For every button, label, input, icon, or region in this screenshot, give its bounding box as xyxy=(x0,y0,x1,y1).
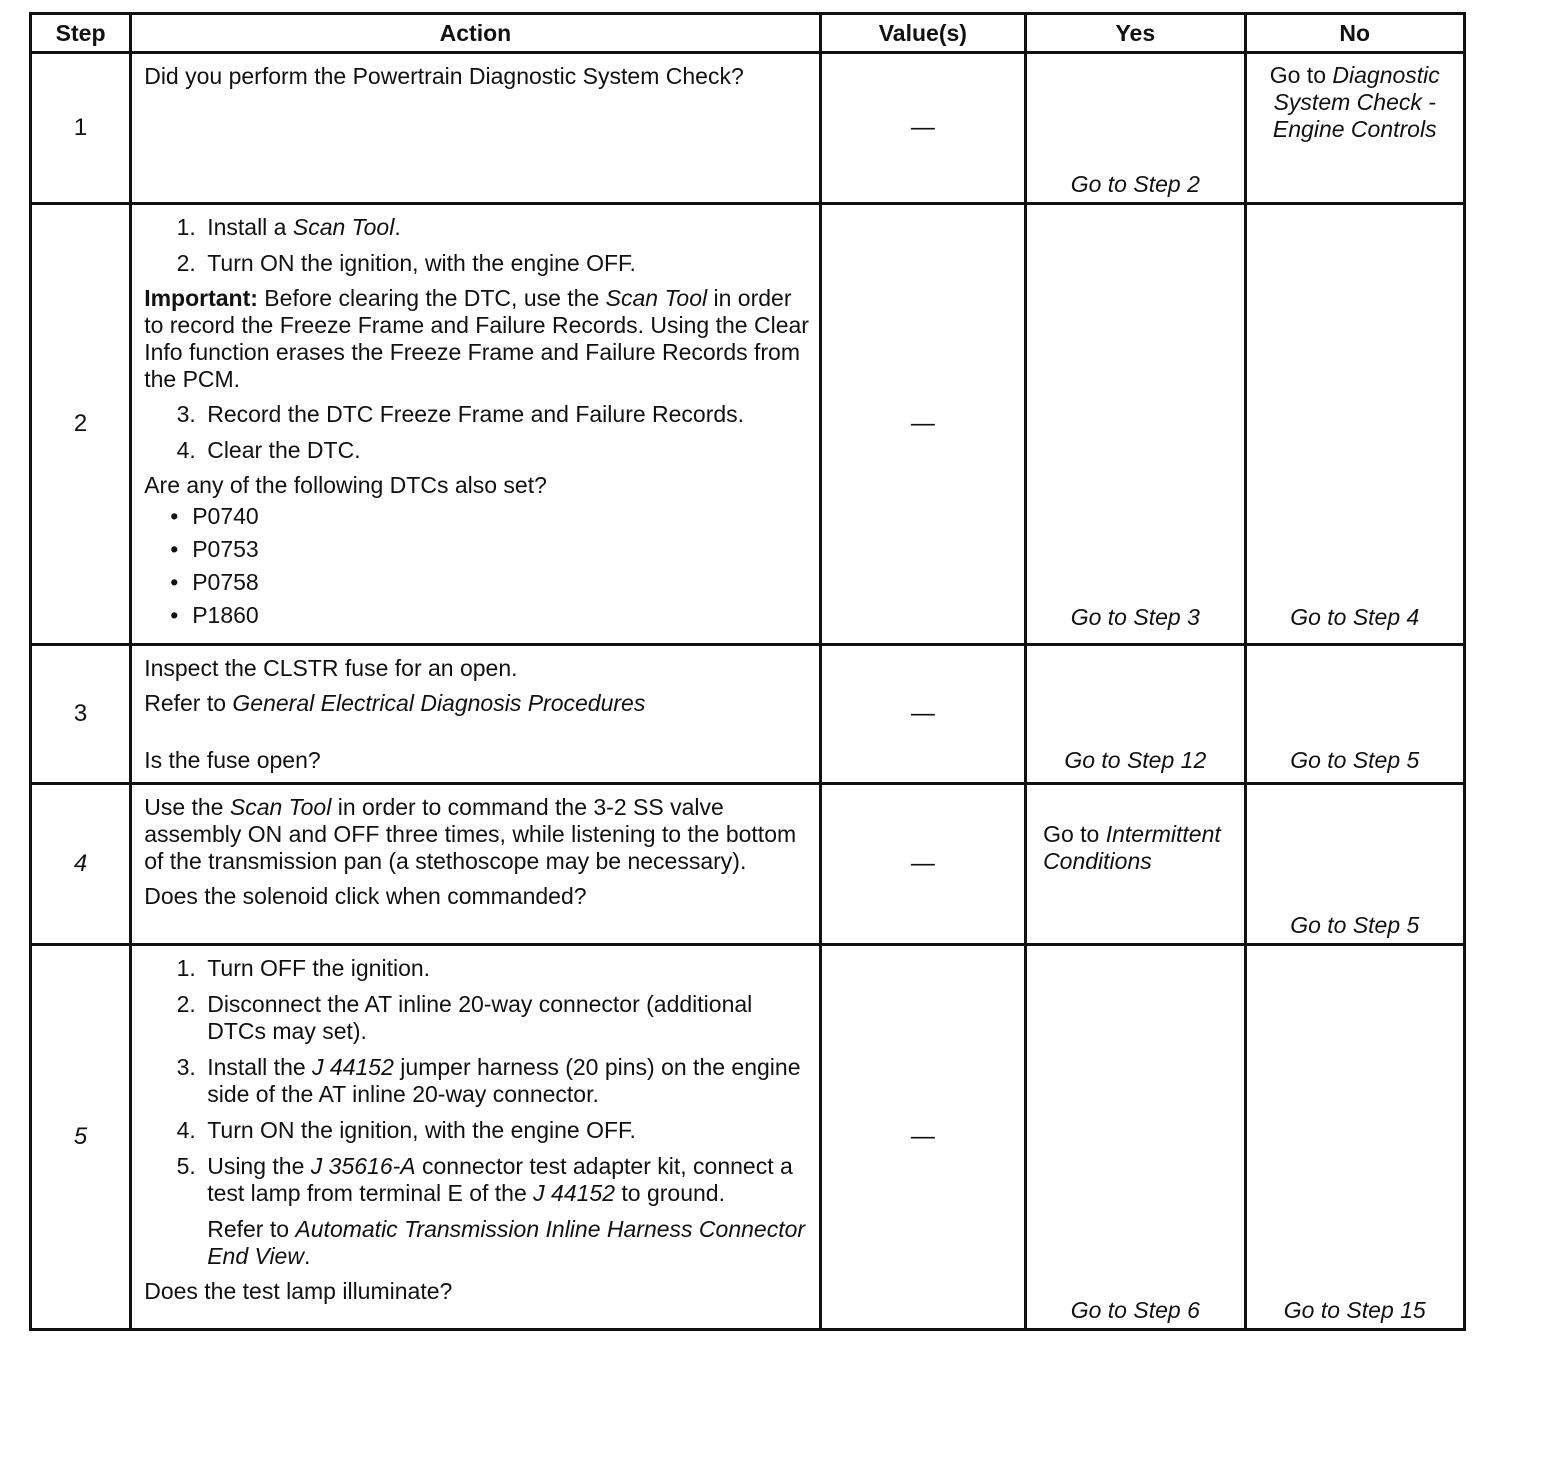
yes-goto[interactable]: Go to Step 6 xyxy=(1070,1297,1200,1323)
no-goto[interactable]: Go to Step 5 xyxy=(1290,912,1420,938)
no-cell xyxy=(1245,53,1464,204)
table-row-step-4 xyxy=(31,784,1465,945)
yes-cell xyxy=(1026,784,1245,945)
no-goto[interactable]: Go to Step 4 xyxy=(1290,604,1420,630)
header-yes: Yes xyxy=(1026,14,1245,53)
table-row-step-2 xyxy=(31,204,1465,645)
refer-line: Refer to General Electrical Diagnosis Procedures xyxy=(144,690,646,716)
yes-goto[interactable]: Go to Step 12 xyxy=(1064,747,1207,773)
action-cell xyxy=(131,204,820,645)
dtc-item: • P0753 xyxy=(192,536,810,563)
refer-line: Refer to Automatic Transmission Inline Harness Connector End View. xyxy=(207,1216,806,1269)
list-item: 3. Record the DTC Freeze Frame and Failure Records. xyxy=(202,401,810,428)
header-row xyxy=(31,14,1465,53)
action-text: Use the Scan Tool in order to command the 3-2 SS valve assembly ON and OFF three times, while listening to the bottom of the transmission pan (a stethoscope may be necessary). xyxy=(144,794,797,874)
action-steps-list xyxy=(144,955,810,1270)
list-item: 1. Install a Scan Tool. xyxy=(202,214,810,241)
action-text: Inspect the CLSTR fuse for an open. xyxy=(144,655,518,681)
list-item: 4. Clear the DTC. xyxy=(202,437,810,464)
step-number: 3 xyxy=(31,645,131,784)
yes-cell xyxy=(1026,53,1245,204)
no-goto[interactable]: Go to Diagnostic System Check - Engine Controls xyxy=(1269,62,1440,142)
action-question: Does the solenoid click when commanded? xyxy=(144,883,587,909)
value-cell: — xyxy=(820,945,1025,1330)
action-cell xyxy=(131,945,820,1330)
step-number: 4 xyxy=(31,784,131,945)
action-steps-list xyxy=(144,214,810,277)
value-cell: — xyxy=(820,204,1025,645)
header-action: Action xyxy=(131,14,820,53)
yes-goto[interactable]: Go to Intermittent Conditions xyxy=(1043,821,1221,874)
no-cell xyxy=(1245,204,1464,645)
yes-goto[interactable]: Go to Step 2 xyxy=(1070,171,1200,197)
value-cell: — xyxy=(820,645,1025,784)
step-number: 2 xyxy=(31,204,131,645)
no-goto[interactable]: Go to Step 15 xyxy=(1283,1297,1426,1323)
dtc-list xyxy=(144,503,810,629)
step-number: 1 xyxy=(31,53,131,204)
list-item: 5. Using the J 35616-A connector test adapter kit, connect a test lamp from terminal E of the J 44152 to ground. Refer to Automatic Transmission Inline Harness Connector End View. xyxy=(202,1153,810,1270)
value-cell: — xyxy=(820,53,1025,204)
dtc-item: • P0758 xyxy=(192,569,810,596)
action-text: Did you perform the Powertrain Diagnostic System Check? xyxy=(144,63,744,89)
yes-cell xyxy=(1026,645,1245,784)
list-item: 2. Disconnect the AT inline 20-way connector (additional DTCs may set). xyxy=(202,991,810,1045)
list-item: 3. Install the J 44152 jumper harness (20 pins) on the engine side of the AT inline 20-way connector. xyxy=(202,1054,810,1108)
no-cell xyxy=(1245,784,1464,945)
no-cell xyxy=(1245,645,1464,784)
list-item: 4. Turn ON the ignition, with the engine OFF. xyxy=(202,1117,810,1144)
action-question: Does the test lamp illuminate? xyxy=(144,1278,453,1304)
value-cell: — xyxy=(820,784,1025,945)
list-item: 2. Turn ON the ignition, with the engine OFF. xyxy=(202,250,810,277)
action-cell xyxy=(131,784,820,945)
header-no: No xyxy=(1245,14,1464,53)
dtc-item: • P1860 xyxy=(192,602,810,629)
header-values: Value(s) xyxy=(820,14,1025,53)
table-row-step-5 xyxy=(31,945,1465,1330)
yes-cell xyxy=(1026,945,1245,1330)
action-cell xyxy=(131,53,820,204)
action-steps-list xyxy=(144,401,810,464)
action-question: Is the fuse open? xyxy=(144,747,321,773)
action-question: Are any of the following DTCs also set? xyxy=(144,472,547,498)
refer-link[interactable]: General Electrical Diagnosis Procedures xyxy=(232,690,646,716)
no-goto-link[interactable]: Diagnostic System Check - Engine Controls xyxy=(1272,62,1440,142)
refer-link[interactable]: Automatic Transmission Inline Harness Connector End View xyxy=(207,1216,806,1269)
no-goto[interactable]: Go to Step 5 xyxy=(1290,747,1420,773)
dtc-item: • P0740 xyxy=(192,503,810,530)
important-note: Important: Before clearing the DTC, use the Scan Tool in order to record the Freeze Frame and Failure Records. Using the Clear Info function erases the Freeze Frame and Failure Records from the PCM. xyxy=(144,285,809,392)
no-cell xyxy=(1245,945,1464,1330)
yes-goto[interactable]: Go to Step 3 xyxy=(1070,604,1200,630)
header-step: Step xyxy=(31,14,131,53)
yes-goto-link[interactable]: Intermittent Conditions xyxy=(1043,821,1221,874)
list-item: 1. Turn OFF the ignition. xyxy=(202,955,810,982)
table-row-step-1 xyxy=(31,53,1465,204)
action-cell xyxy=(131,645,820,784)
diagnostic-table xyxy=(29,12,1466,1331)
step-number: 5 xyxy=(31,945,131,1330)
table-row-step-3 xyxy=(31,645,1465,784)
yes-cell xyxy=(1026,204,1245,645)
